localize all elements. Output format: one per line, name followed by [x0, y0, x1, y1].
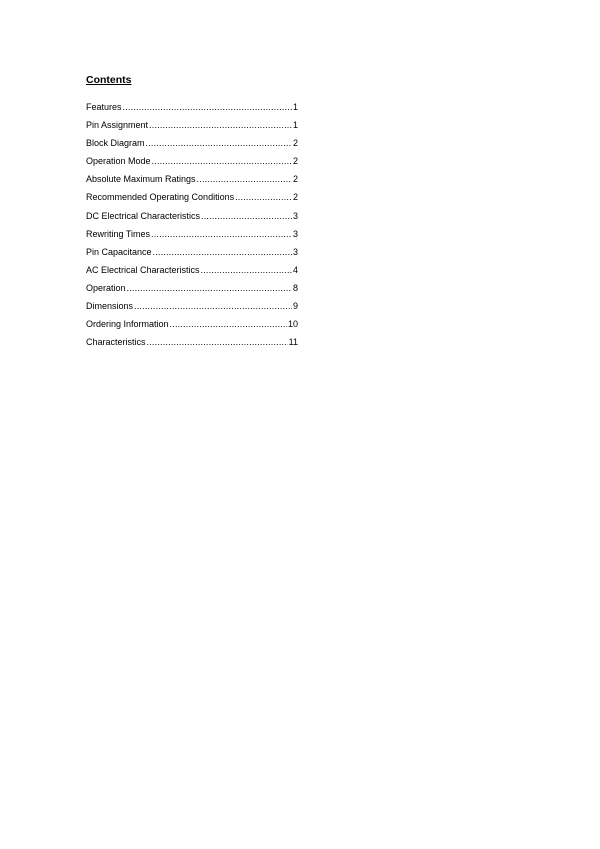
toc-entry-label: Operation Mode	[86, 156, 151, 167]
toc-dot-leader	[201, 210, 292, 222]
toc-entry-block-diagram[interactable]	[86, 137, 298, 155]
toc-dot-leader	[134, 300, 292, 312]
toc-entry-operation-mode[interactable]	[86, 155, 298, 173]
toc-dot-leader	[146, 137, 292, 149]
toc-entry-label: Pin Capacitance	[86, 246, 152, 257]
toc-entry-page: 10	[287, 319, 298, 330]
toc-entry-label: Dimensions	[86, 301, 134, 312]
toc-entry-label: Ordering Information	[86, 319, 169, 330]
toc-entry-characteristics[interactable]	[86, 336, 298, 354]
toc-entry-label: DC Electrical Characteristics	[86, 210, 201, 221]
toc-entry-label: Absolute Maximum Ratings	[86, 174, 196, 185]
toc-entry-features[interactable]	[86, 101, 298, 119]
toc-entry-page: 3	[292, 228, 298, 239]
toc-entry-page: 3	[292, 246, 298, 257]
toc-dot-leader	[197, 173, 292, 185]
toc-entry-label: Block Diagram	[86, 138, 145, 149]
toc-entry-label: Rewriting Times	[86, 228, 151, 239]
toc-entry-operation[interactable]	[86, 282, 298, 300]
toc-entry-recommended-operating-conditions[interactable]	[86, 191, 298, 209]
toc-dot-leader	[201, 264, 292, 276]
toc-dot-leader	[235, 191, 292, 203]
toc-entry-label: Features	[86, 102, 122, 112]
toc-entry-page: 11	[288, 337, 298, 348]
toc-entry-page: 2	[292, 138, 298, 149]
toc-entry-dimensions[interactable]	[86, 300, 298, 318]
toc-entry-page: 2	[292, 192, 298, 203]
toc-entry-page: 9	[292, 301, 298, 312]
toc-dot-leader	[152, 155, 292, 167]
toc-dot-leader	[153, 246, 292, 258]
toc-entry-ordering-information[interactable]	[86, 318, 298, 336]
toc-list	[86, 101, 298, 354]
toc-entry-page: 4	[292, 264, 298, 275]
toc-entry-label: Pin Assignment	[86, 120, 149, 131]
toc-entry-absolute-maximum-ratings[interactable]	[86, 173, 298, 191]
toc-dot-leader	[151, 228, 292, 240]
toc-entry-pin-assignment[interactable]	[86, 119, 298, 137]
toc-title: Contents	[86, 74, 132, 86]
toc-dot-leader	[123, 101, 292, 113]
table-of-contents	[86, 72, 298, 354]
toc-entry-label: Characteristics	[86, 337, 146, 348]
toc-entry-label: Recommended Operating Conditions	[86, 192, 235, 203]
toc-entry-page: 1	[292, 102, 298, 112]
toc-entry-rewriting-times[interactable]	[86, 228, 298, 246]
toc-entry-label: AC Electrical Characteristics	[86, 264, 200, 275]
toc-entry-page: 1	[292, 120, 298, 131]
toc-entry-page: 3	[292, 210, 298, 221]
toc-entry-page: 8	[292, 282, 298, 293]
toc-entry-page: 2	[292, 174, 298, 185]
toc-dot-leader	[170, 318, 287, 330]
toc-dot-leader	[149, 119, 292, 131]
toc-dot-leader	[127, 282, 292, 294]
toc-entry-label: Operation	[86, 282, 126, 293]
toc-entry-dc-electrical-characteristics[interactable]	[86, 210, 298, 228]
toc-entry-page: 2	[292, 156, 298, 167]
toc-entry-ac-electrical-characteristics[interactable]	[86, 264, 298, 282]
toc-dot-leader	[147, 336, 288, 348]
toc-entry-pin-capacitance[interactable]	[86, 246, 298, 264]
